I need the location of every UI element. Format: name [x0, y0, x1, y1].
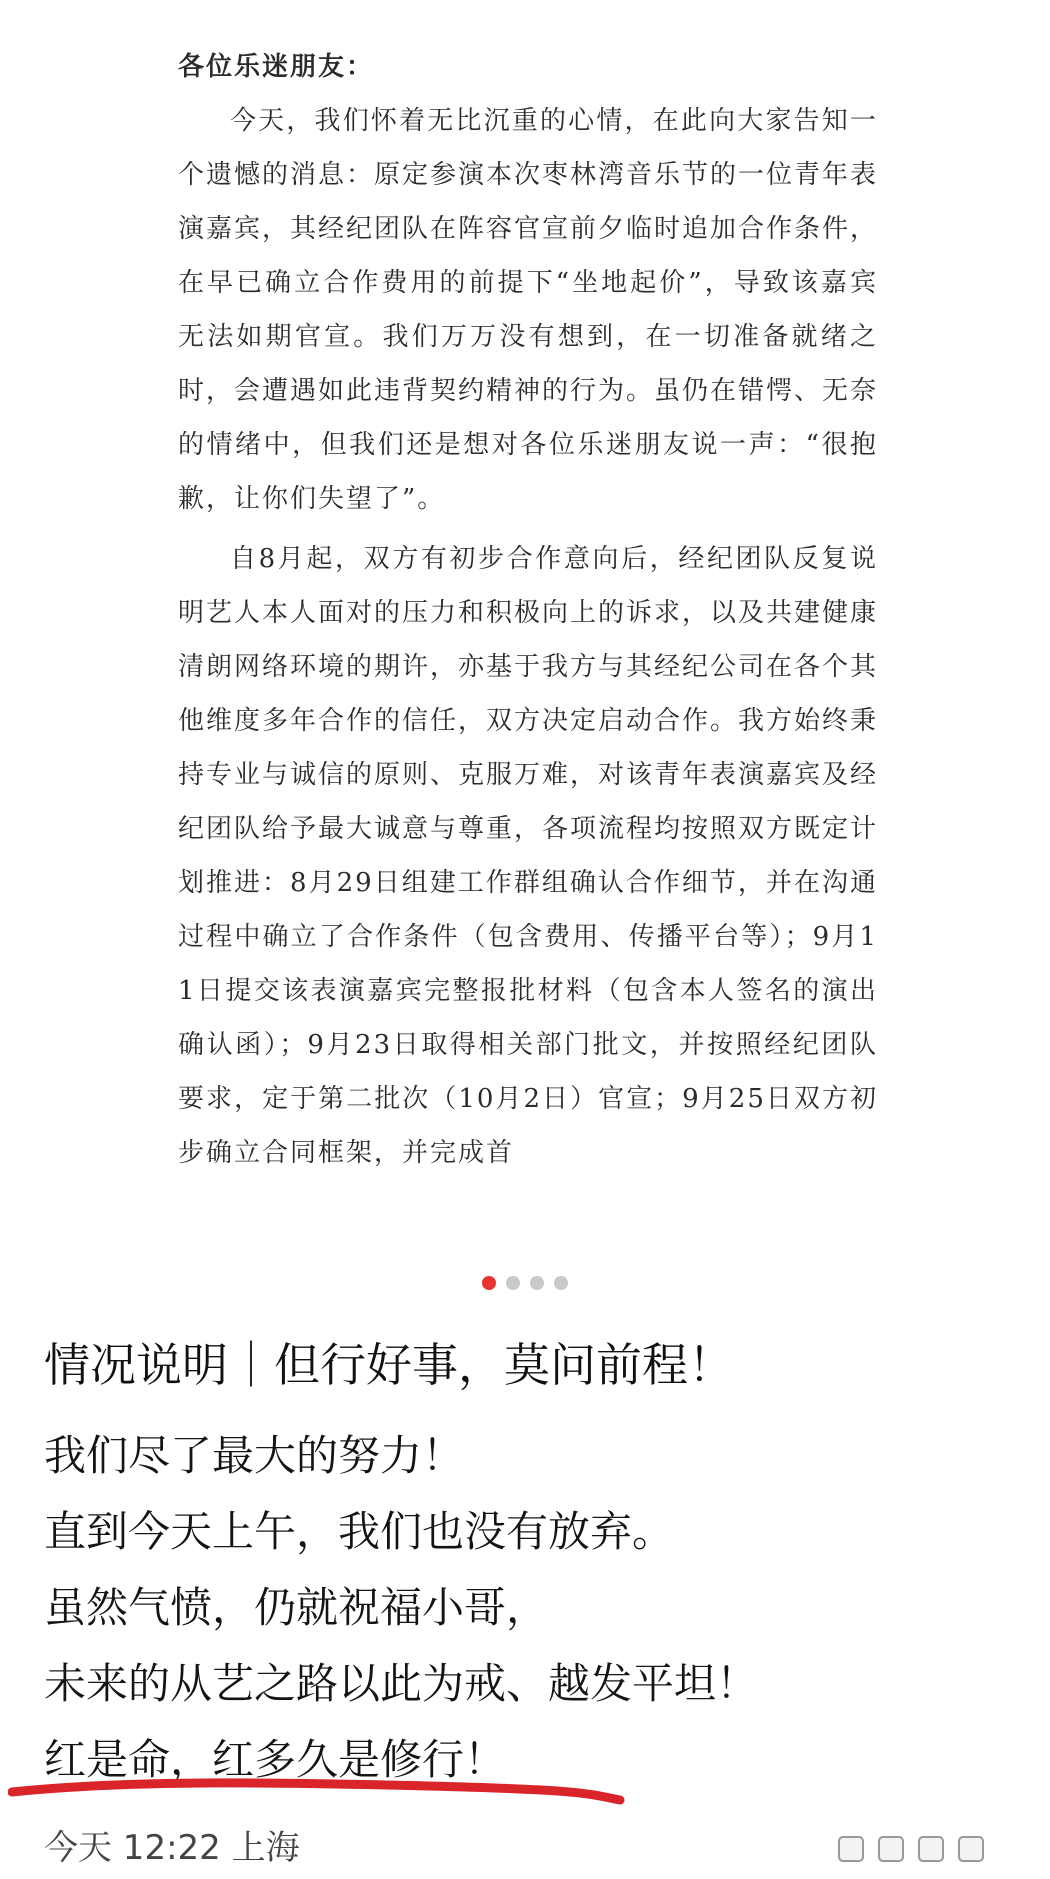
pager-dot-active[interactable] [482, 1276, 496, 1290]
post-meta: 今天 12:22 上海 [44, 1828, 300, 1868]
post-line: 虽然气愤，仍就祝福小哥， [44, 1583, 549, 1632]
document-salutation: 各位乐迷朋友： [178, 52, 375, 82]
image-pager [0, 1276, 1050, 1290]
fold-square-icon [838, 1836, 864, 1862]
document-page [178, 40, 878, 1186]
fold-square-icon [918, 1836, 944, 1862]
post-line: 我们尽了最大的努力！ [44, 1431, 465, 1480]
post-line: 直到今天上午，我们也没有放弃。 [44, 1507, 675, 1556]
fold-square-icon [958, 1836, 984, 1862]
post-line-highlighted: 红是命，红多久是修行！ [44, 1735, 507, 1784]
post-title: 情况说明｜但行好事，莫问前程！ [44, 1338, 734, 1392]
pager-dot[interactable] [530, 1276, 544, 1290]
fold-square-icon [878, 1836, 904, 1862]
document-paragraph: 自8月起，双方有初步合作意向后，经纪团队反复说明艺人本人面对的压力和积极向上的诉求，以及共建健康清朗网络环境的期许，亦基于我方与其经纪公司在各个其他维度多年合作的信任，双方决定启动合作。我方始终秉持专业与诚信的原则、克服万难，对该青年表演嘉宾及经纪团队给予最大诚意与尊重，各项流程均按照双方既定计划推进：8月29日组建工作群组确认合作细节，并在沟通过程中确立了合作条件（包含费用、传播平台等）；9月11日提交该表演嘉宾完整报批材料（包含本人签名的演出确认函）；9月23日取得相关部门批文，并按照经纪团队要求，定于第二批次（10月2日）官宣；9月25日双方初步确立合同框架，并完成首 [178, 544, 879, 1168]
pager-dot[interactable] [506, 1276, 520, 1290]
document-paragraph: 今天，我们怀着无比沉重的心情，在此向大家告知一个遗憾的消息：原定参演本次枣林湾音乐节的一位青年表演嘉宾，其经纪团队在阵容官宣前夕临时追加合作条件，在早已确立合作费用的前提下“坐地起价”，导致该嘉宾无法如期官宣。我们万万没有想到，在一切准备就绪之时，会遭遇如此违背契约精神的行为。虽仍在错愕、无奈的情绪中，但我们还是想对各位乐迷朋友说一声：“很抱歉，让你们失望了”。 [178, 106, 879, 514]
pager-dot[interactable] [554, 1276, 568, 1290]
post-body [44, 1418, 1024, 1798]
red-underline-annotation [8, 1770, 628, 1810]
fold-icon[interactable] [838, 1836, 984, 1862]
post-line: 未来的从艺之路以此为戒、越发平坦！ [44, 1659, 759, 1708]
